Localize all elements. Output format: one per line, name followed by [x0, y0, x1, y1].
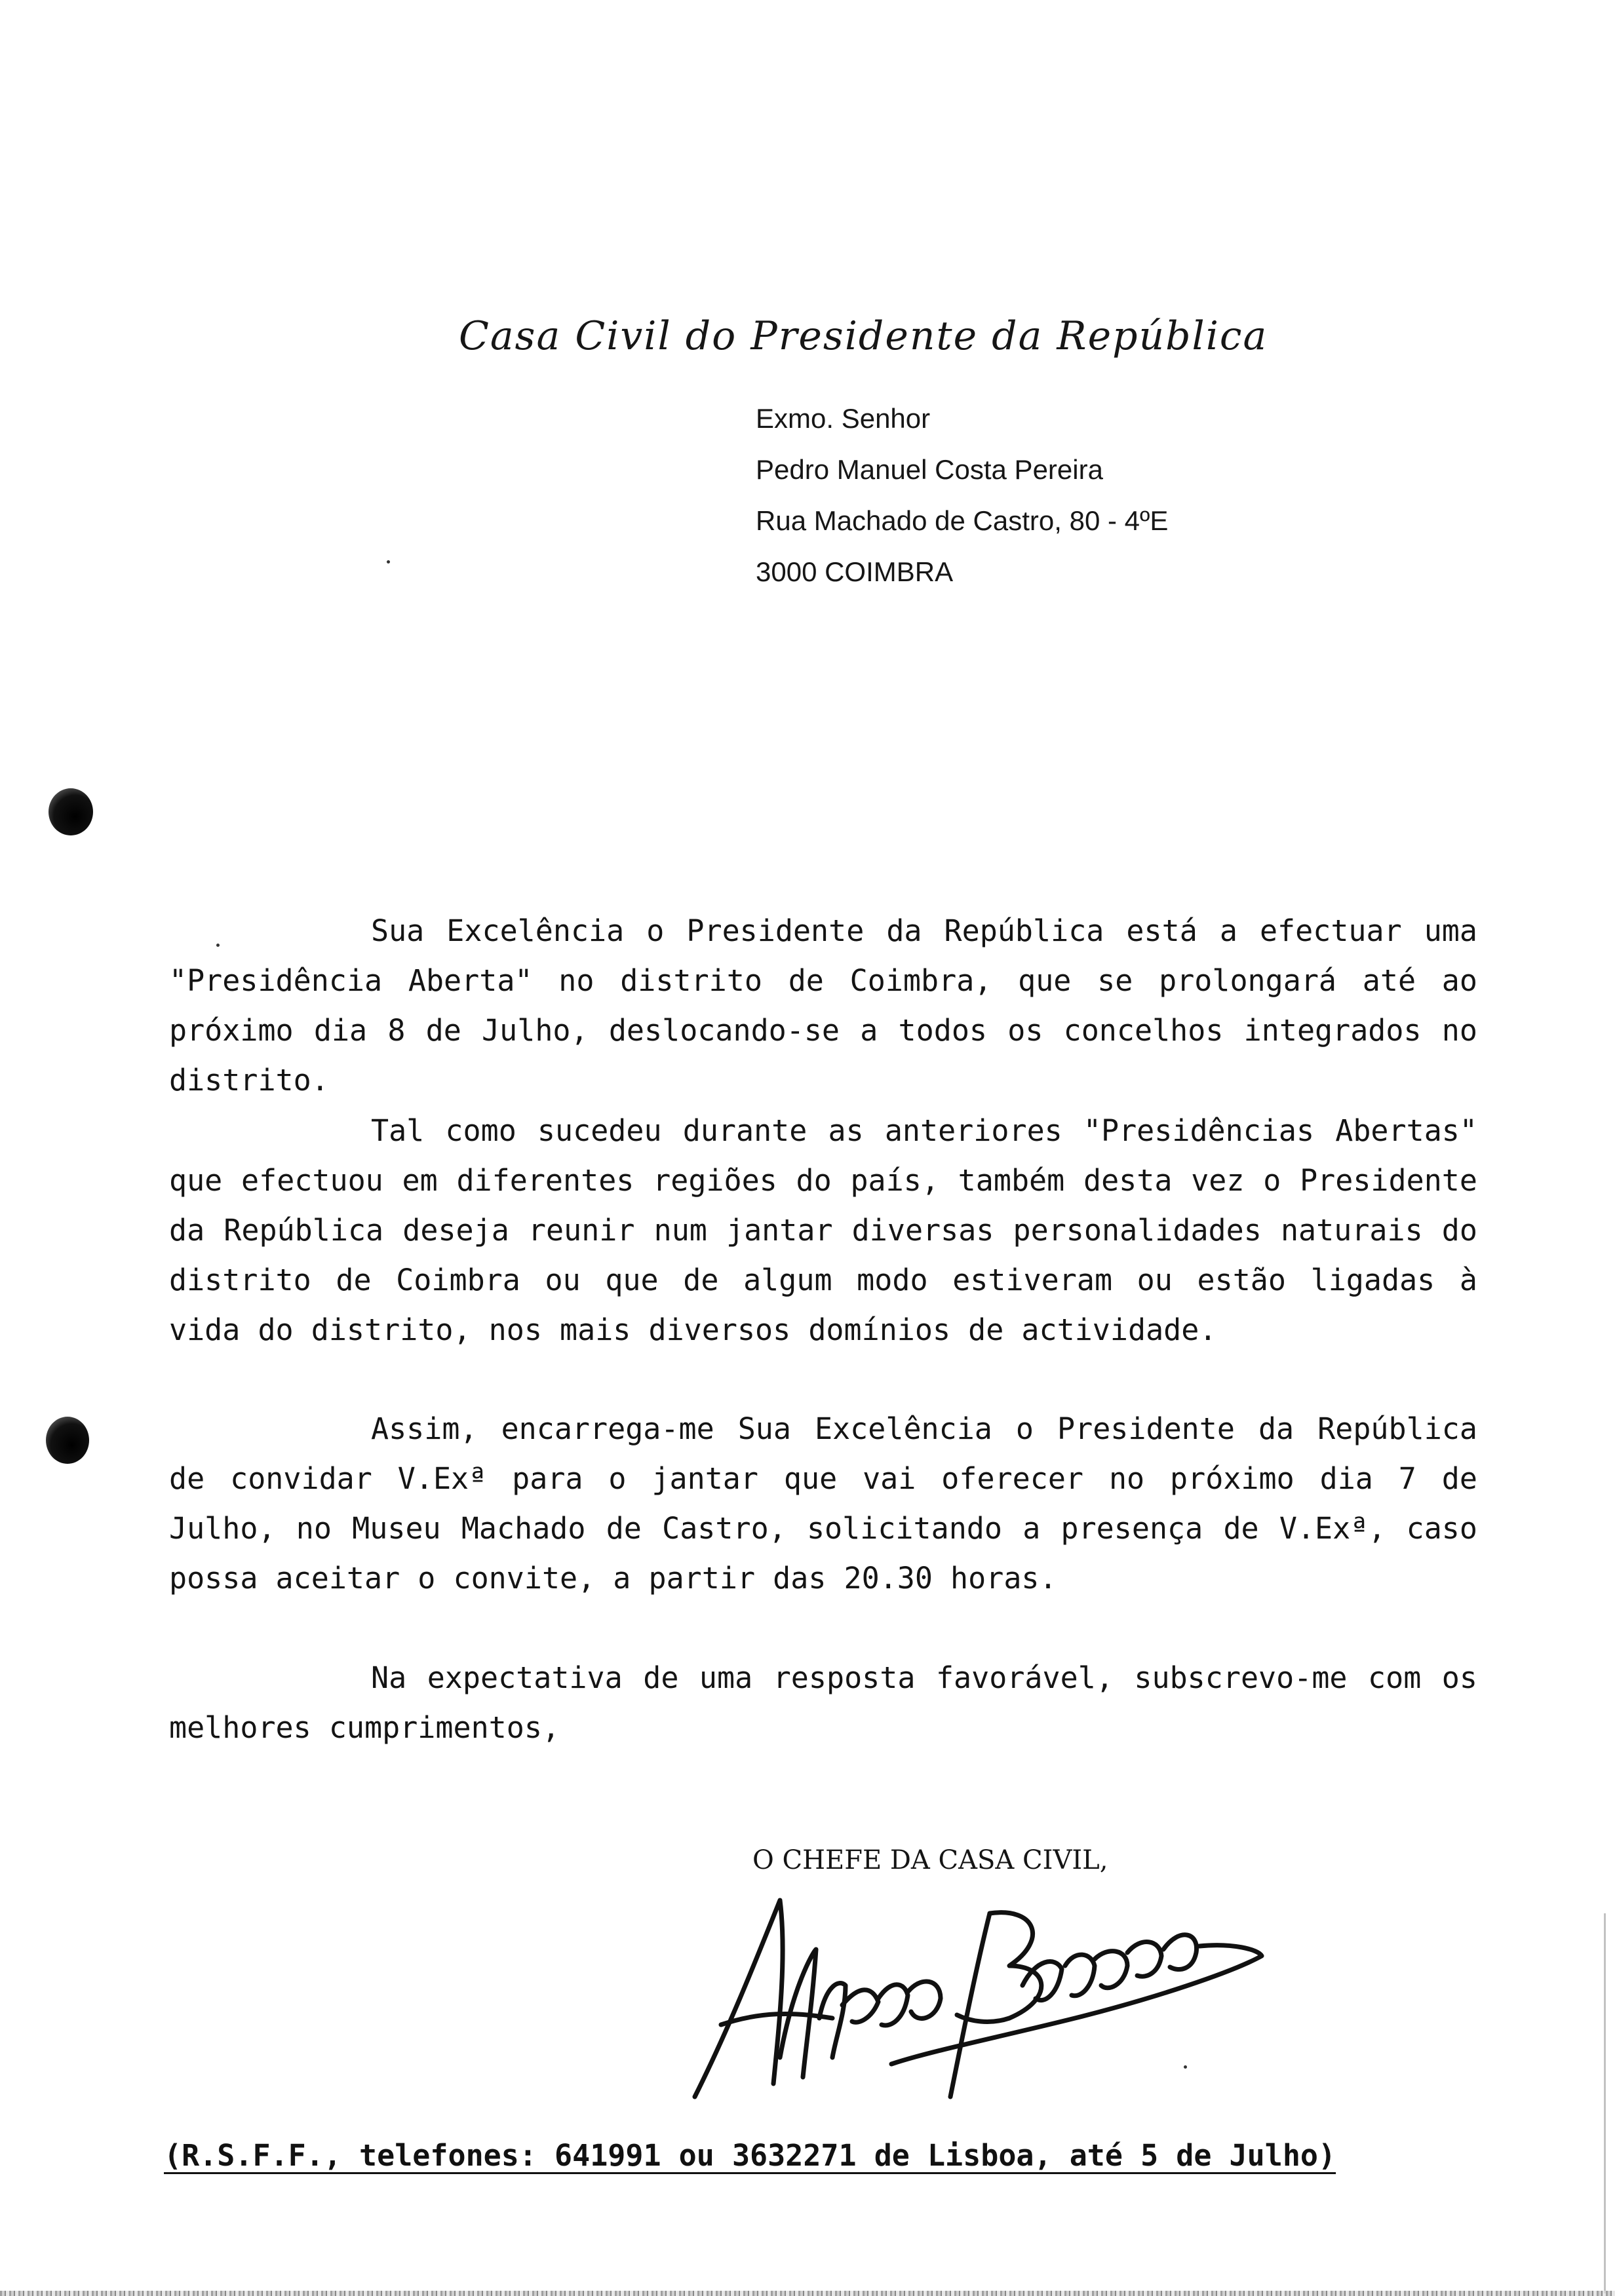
- handwritten-signature: [682, 1887, 1272, 2110]
- closing-title: O CHEFE DA CASA CIVIL,: [752, 1845, 1108, 1875]
- address-city: 3000 COIMBRA: [756, 556, 954, 587]
- paragraph-text: Na expectativa de uma resposta favorável, subscrevo-me com os melhores cumprimentos,: [169, 1660, 1477, 1745]
- scan-speck: [216, 944, 220, 947]
- body-paragraph: [169, 1653, 1477, 1753]
- address-salutation: Exmo. Senhor: [756, 403, 931, 434]
- body-paragraph: [169, 906, 1477, 1105]
- recipient-address: [756, 393, 1168, 598]
- body-paragraph: [169, 1106, 1477, 1355]
- address-name: Pedro Manuel Costa Pereira: [756, 454, 1103, 485]
- paragraph-text: Assim, encarrega-me Sua Excelência o Presidente da República de convidar V.Exª para o jantar que vai oferecer no próximo dia 7 de Julho, no Museu Machado de Castro, solicitando a presença de V.Exª, caso possa aceitar o convite, a partir das 20.30 horas.: [169, 1411, 1477, 1596]
- scan-speck: [1184, 2065, 1187, 2069]
- scan-edge-right: [1604, 1913, 1606, 2293]
- footer-rsvp-note: (R.S.F.F., telefones: 641991 ou 3632271 de Lisboa, até 5 de Julho): [164, 2138, 1336, 2173]
- paragraph-text: Sua Excelência o Presidente da República está a efectuar uma "Presidência Aberta" no distrito de Coimbra, que se prolongará até ao próximo dia 8 de Julho, deslocando-se a todos os concelhos integrados no distrito.: [169, 913, 1477, 1098]
- scan-speck: [387, 560, 390, 564]
- body-paragraph: [169, 1404, 1477, 1603]
- letterhead: Casa Civil do Presidente da República: [459, 313, 1268, 359]
- scan-edge-bottom: [0, 2291, 1615, 2296]
- punch-hole: [46, 1417, 89, 1464]
- address-street: Rua Machado de Castro, 80 - 4ºE: [756, 505, 1169, 536]
- paragraph-text: Tal como sucedeu durante as anteriores "Presidências Abertas" que efectuou em diferentes regiões do país, também desta vez o Presidente da República deseja reunir num jantar diversas personalidades naturais do distrito de Coimbra ou que de algum modo estiveram ou estão ligadas à vida do distrito, nos mais diversos domínios de actividade.: [169, 1113, 1477, 1347]
- punch-hole: [49, 788, 93, 835]
